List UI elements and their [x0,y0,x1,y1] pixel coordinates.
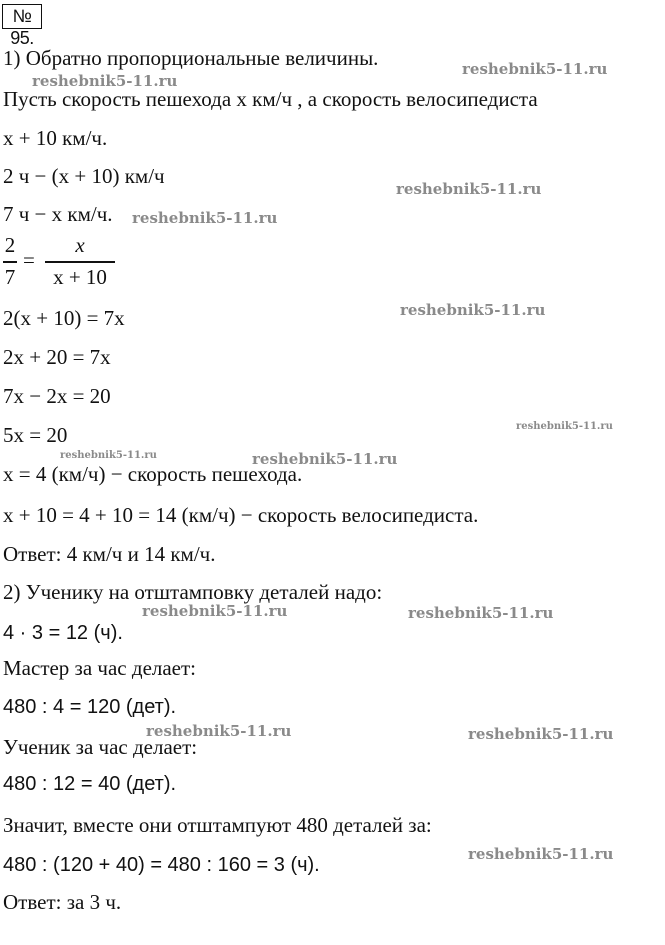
part2-answer: Ответ: за 3 ч. [3,890,122,914]
part1-heading: 1) Обратно пропорциональные величины. [3,46,379,70]
left-denominator: 7 [4,265,16,289]
equation-step-3: 7x − 2x = 20 [3,384,111,408]
part1-answer: Ответ: 4 км/ч и 14 км/ч. [3,542,216,566]
right-denominator: x + 10 [53,265,107,289]
setup-line-1: Пусть скорость пешехода x км/ч , а скорость велосипедиста [3,87,538,111]
watermark: reshebnik5-11.ru [32,72,178,90]
walker-time-line: 7 ч − x км/ч. [3,202,113,226]
watermark: reshebnik5-11.ru [408,604,554,622]
watermark: reshebnik5-11.ru [252,450,398,468]
equation-step-4: 5x = 20 [3,423,68,447]
together-label: Значит, вместе они отштампуют 480 деталей за: [3,813,432,837]
equals-sign: = [23,248,35,272]
result-walker: x = 4 (км/ч) − скорость пешехода. [3,462,303,486]
right-numerator: x [75,233,85,257]
calc-student-rate: 480 : 12 = 40 (дет). [3,773,177,795]
calc-master-rate: 480 : 4 = 120 (дет). [3,696,177,718]
result-cyclist: x + 10 = 4 + 10 = 14 (км/ч) − скорость велосипедиста. [3,503,479,527]
watermark: reshebnik5-11.ru [396,180,542,198]
left-numerator: 2 [4,233,16,257]
calc-together-time: 480 : (120 + 40) = 480 : 160 = 3 (ч). [3,854,320,876]
cyclist-time-line: 2 ч − (x + 10) км/ч [3,164,165,188]
watermark: reshebnik5-11.ru [468,725,614,743]
student-label: Ученик за час делает: [3,735,198,759]
left-fraction-bar [3,261,17,263]
watermark: reshebnik5-11.ru [516,421,613,432]
part2-intro: 2) Ученику на отштамповку деталей надо: [3,580,383,604]
proportion-equation [3,231,123,299]
equation-step-1: 2(x + 10) = 7x [3,306,125,330]
watermark: reshebnik5-11.ru [132,209,278,227]
calc-student-hours: 4 · 3 = 12 (ч). [3,622,123,644]
right-fraction-bar [45,261,115,263]
watermark: reshebnik5-11.ru [462,60,608,78]
watermark: reshebnik5-11.ru [400,301,546,319]
master-label: Мастер за час делает: [3,656,197,680]
watermark: reshebnik5-11.ru [468,845,614,863]
watermark: reshebnik5-11.ru [60,450,157,461]
setup-line-2: x + 10 км/ч. [3,126,108,150]
problem-number-badge: № 95. [2,4,42,29]
watermark: reshebnik5-11.ru [146,722,292,740]
watermark: reshebnik5-11.ru [142,602,288,620]
equation-step-2: 2x + 20 = 7x [3,345,111,369]
